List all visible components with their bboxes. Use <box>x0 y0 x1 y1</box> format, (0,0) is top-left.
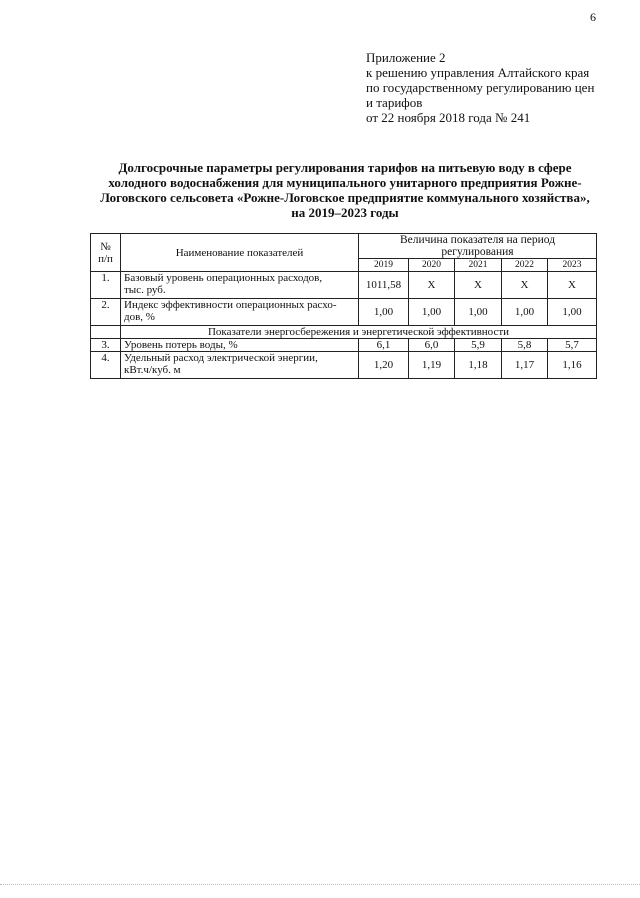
value-cell: Х <box>548 272 597 299</box>
header-indicator-name: Наименование показателей <box>121 234 359 272</box>
row-indicator <box>121 272 359 299</box>
row-indicator <box>121 352 359 379</box>
value-cell: 6,1 <box>359 339 409 352</box>
row-indicator-line: Удельный расход электрической энергии, <box>124 352 318 364</box>
appendix-line: Приложение 2 <box>366 50 446 65</box>
parameters-table <box>90 233 597 379</box>
year-cell: 2020 <box>409 259 455 272</box>
header-number-line: п/п <box>98 252 113 265</box>
title-line: Логовского сельсовета «Рожне-Логовское предприятие коммунального хозяйства», <box>100 190 590 205</box>
value-cell: 1,00 <box>359 299 409 326</box>
appendix-line: к решению управления Алтайского края <box>366 65 590 80</box>
table-row <box>91 339 597 352</box>
year-cell: 2019 <box>359 259 409 272</box>
row-indicator-line: Индекс эффективности операционных расхо- <box>124 299 337 311</box>
value-cell: Х <box>455 272 502 299</box>
header-period-line: Величина показателя на период <box>399 234 556 246</box>
value-cell: Х <box>409 272 455 299</box>
document-title <box>90 160 600 220</box>
appendix-header <box>366 50 626 125</box>
value-cell: 1,19 <box>409 352 455 379</box>
value-cell: Х <box>502 272 548 299</box>
value-cell: 6,0 <box>409 339 455 352</box>
title-line: на 2019–2023 годы <box>291 205 399 220</box>
header-number <box>91 234 121 272</box>
year-cell: 2022 <box>502 259 548 272</box>
appendix-line: и тарифов <box>366 95 423 110</box>
page-number: 6 <box>590 10 596 24</box>
row-indicator: Уровень потерь воды, % <box>121 339 359 352</box>
header-period-line: регулирования <box>441 246 514 258</box>
value-cell: 1,16 <box>548 352 597 379</box>
title-line: Долгосрочные параметры регулирования тарифов на питьевую воду в сфере <box>118 160 572 175</box>
section-spacer <box>91 326 121 339</box>
table-section-row <box>91 326 597 339</box>
value-cell: 1,00 <box>502 299 548 326</box>
appendix-line: по государственному регулированию цен <box>366 80 595 95</box>
value-cell: 1,00 <box>409 299 455 326</box>
value-cell: 1,20 <box>359 352 409 379</box>
row-number: 3. <box>91 339 121 352</box>
value-cell: 1,17 <box>502 352 548 379</box>
row-indicator-line: тыс. руб. <box>124 284 166 296</box>
appendix-line: от 22 ноября 2018 года № 241 <box>366 110 531 125</box>
table-header-row <box>91 234 597 259</box>
value-cell: 5,9 <box>455 339 502 352</box>
row-number: 4. <box>91 352 121 379</box>
table-row <box>91 272 597 299</box>
value-cell: 1,00 <box>548 299 597 326</box>
row-number: 2. <box>91 299 121 326</box>
year-cell: 2023 <box>548 259 597 272</box>
row-indicator-line: кВт.ч/куб. м <box>124 364 181 376</box>
value-cell: 1,18 <box>455 352 502 379</box>
table-row <box>91 299 597 326</box>
header-period <box>359 234 597 259</box>
bottom-rule <box>0 884 640 885</box>
title-line: холодного водоснабжения для муниципального унитарного предприятия Рожне- <box>108 175 582 190</box>
table-row <box>91 352 597 379</box>
row-indicator-line: дов, % <box>124 311 155 323</box>
row-number: 1. <box>91 272 121 299</box>
value-cell: 5,8 <box>502 339 548 352</box>
value-cell: 1,00 <box>455 299 502 326</box>
value-cell: 1011,58 <box>359 272 409 299</box>
row-indicator-line: Базовый уровень операционных расходов, <box>124 272 323 284</box>
header-number-line: № <box>100 240 111 253</box>
year-cell: 2021 <box>455 259 502 272</box>
value-cell: 5,7 <box>548 339 597 352</box>
row-indicator <box>121 299 359 326</box>
section-label: Показатели энергосбережения и энергетической эффективности <box>121 326 597 339</box>
